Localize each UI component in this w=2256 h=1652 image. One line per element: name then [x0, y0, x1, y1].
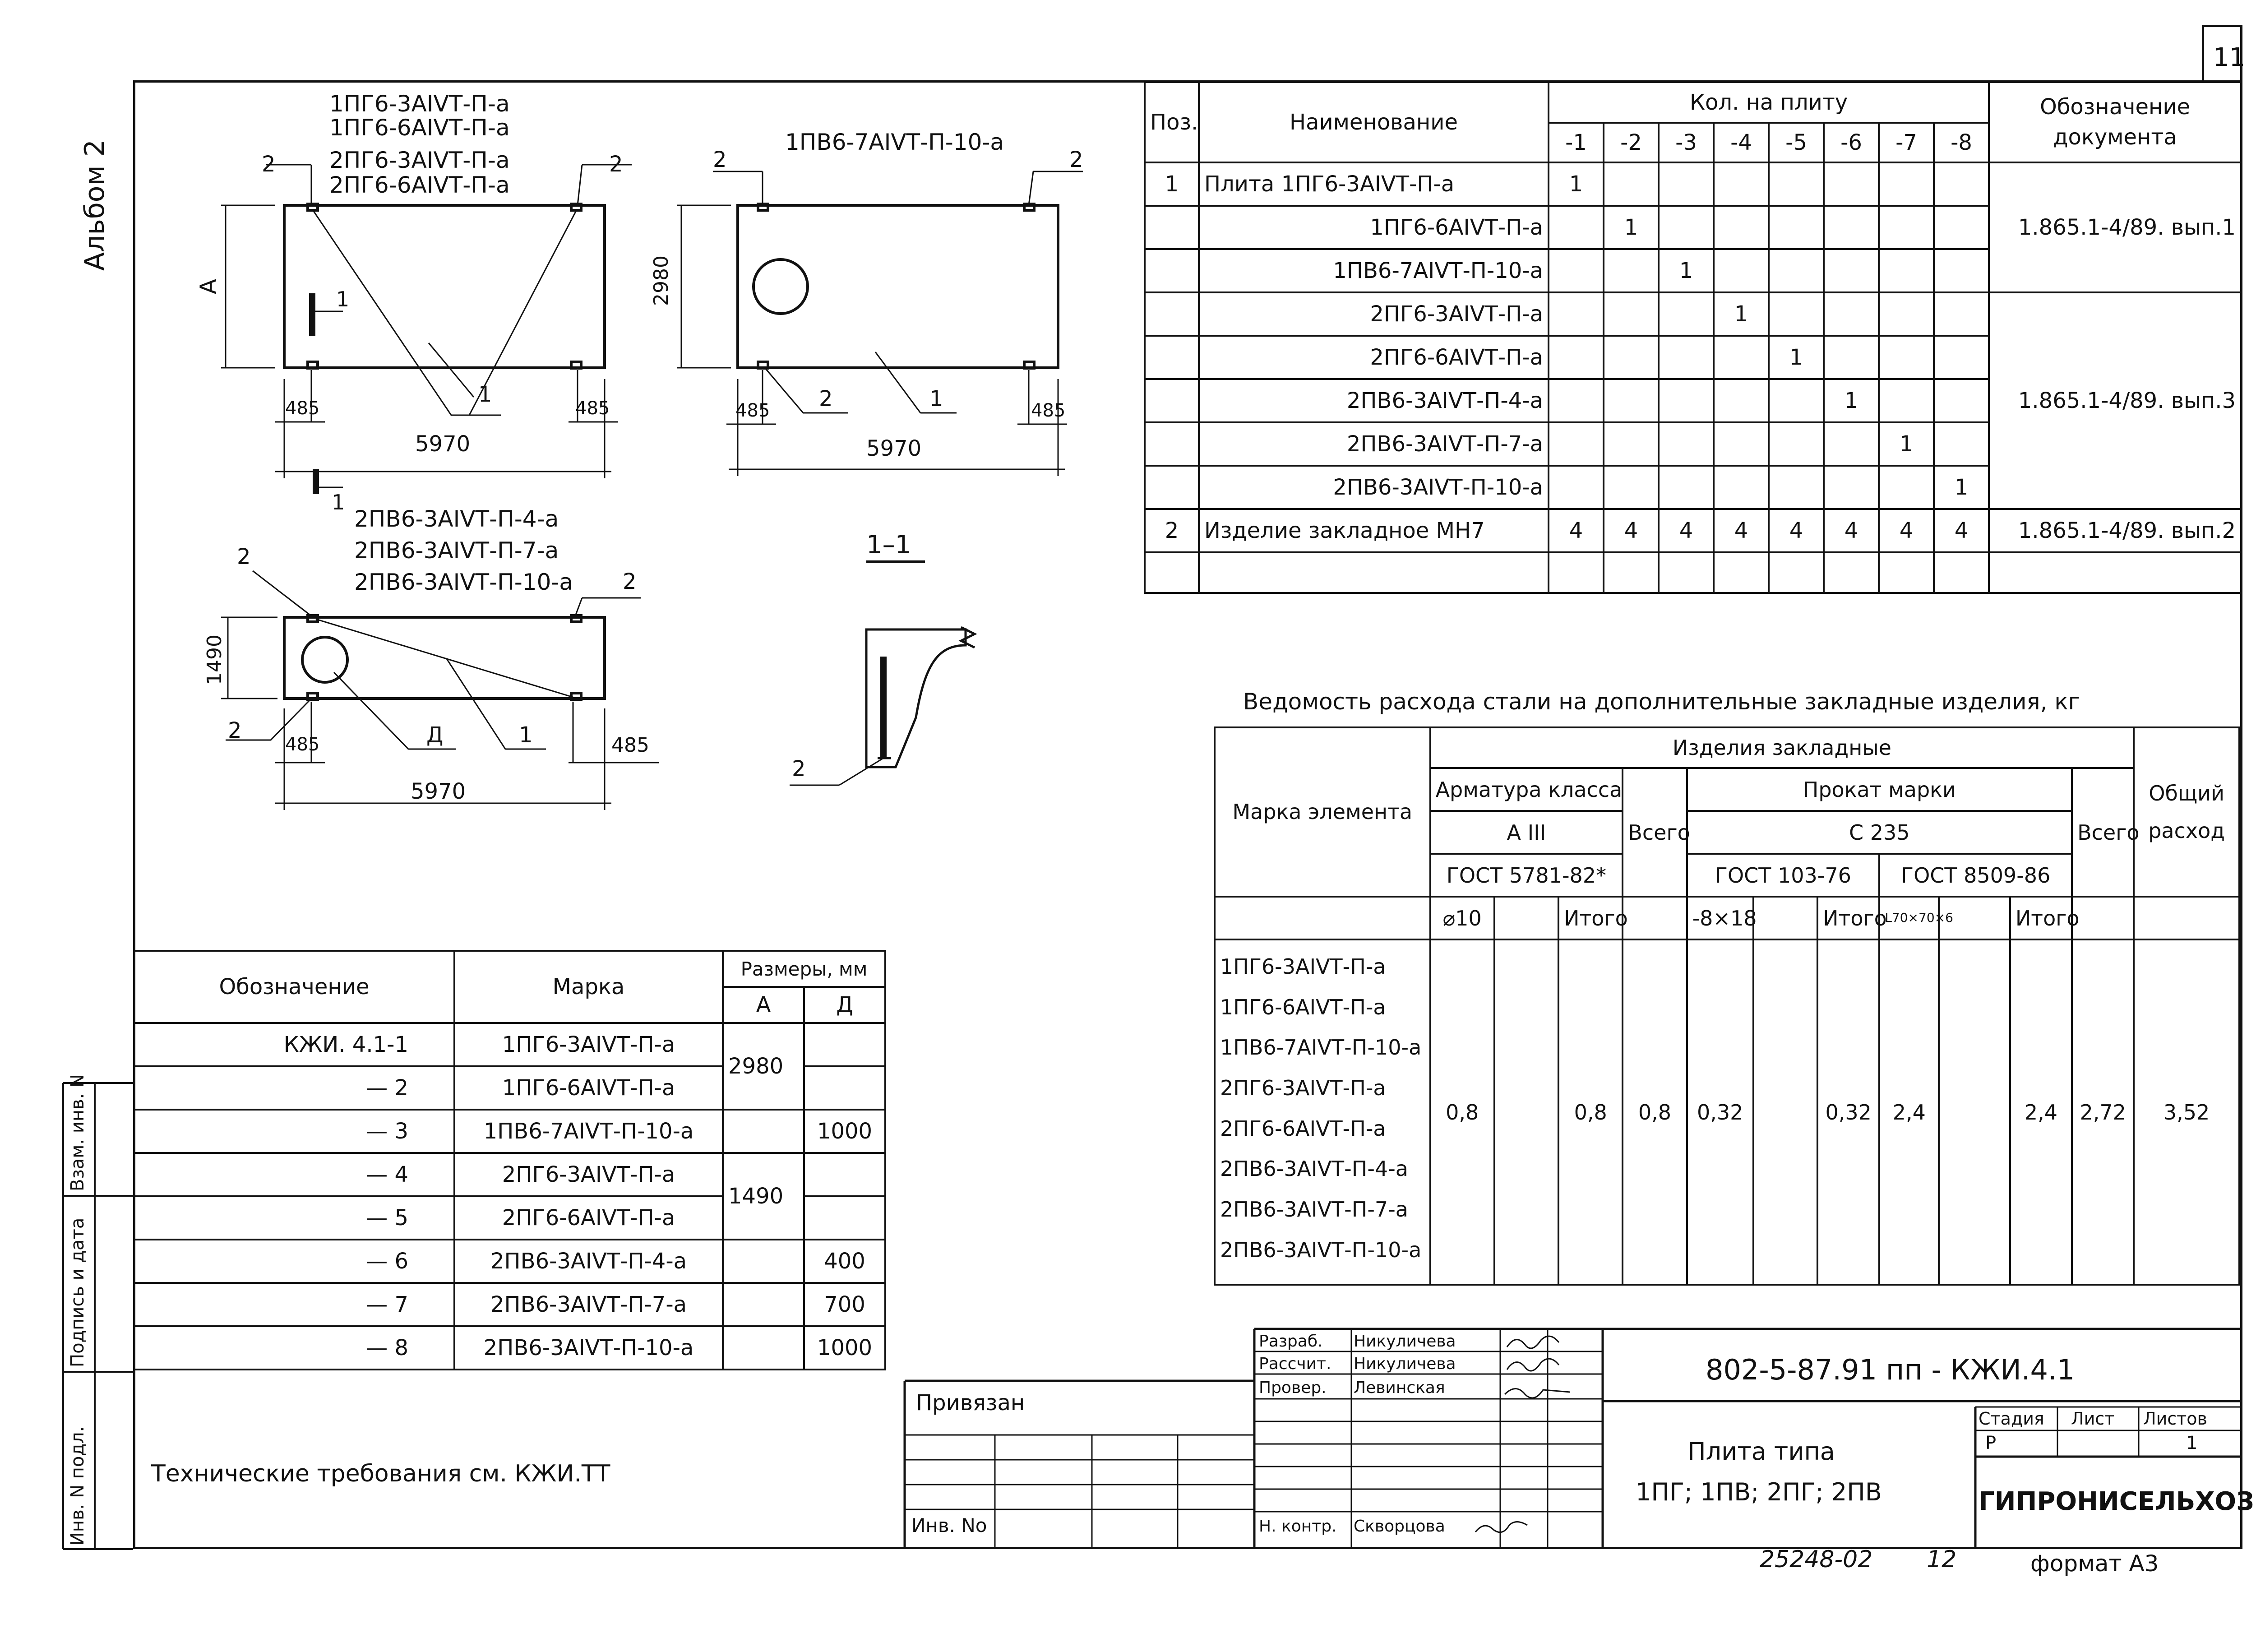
row-qty	[1714, 336, 1769, 379]
slab-drawing-3	[221, 571, 659, 810]
row-pos	[1145, 336, 1199, 379]
row-qty	[1604, 292, 1659, 336]
row-qty	[1879, 379, 1934, 422]
row-qty	[1549, 249, 1604, 292]
side-stamp-replace: Взам. инв. N	[67, 1074, 88, 1191]
row-qty: 4	[1659, 509, 1714, 552]
row-mark: 1ПВ6-7АIVТ-П-10-а	[454, 1110, 723, 1153]
row-designation: — 6	[134, 1240, 454, 1283]
header-a: А	[723, 987, 804, 1023]
dimension-label: 5970	[415, 431, 471, 457]
header-doc: Обозначение документа	[1989, 82, 2241, 162]
row-qty	[1659, 162, 1714, 206]
row-qty: 4	[1604, 509, 1659, 552]
format-label: формат А3	[2030, 1550, 2159, 1577]
row-d	[804, 1023, 885, 1066]
row-qty	[1659, 206, 1714, 249]
row-qty	[1879, 292, 1934, 336]
steel-table-title: Ведомость расхода стали на дополнительные закладные изделия, кг	[1243, 689, 2080, 715]
mark-item: 1ПВ6-7АIVТ-П-10-а	[1220, 1035, 1422, 1060]
row-qty	[1604, 466, 1659, 509]
row-qty	[1879, 466, 1934, 509]
row-qty	[1604, 379, 1659, 422]
dimension-label: 5970	[411, 779, 466, 804]
slab-drawing-2	[677, 171, 1083, 476]
position-label: 2	[713, 147, 727, 172]
qty-col-header: -8	[1934, 123, 1989, 162]
dimension-label: 485	[285, 734, 320, 755]
row-qty	[1824, 336, 1879, 379]
row-mark: 2ПВ6-3АIVТ-П-7-а	[454, 1283, 723, 1326]
role-label: Рассчит.	[1259, 1355, 1331, 1373]
section-drawing	[790, 562, 975, 785]
row-d: 400	[804, 1240, 885, 1283]
row-qty	[1934, 206, 1989, 249]
dimension-label: 1490	[203, 634, 226, 685]
dimension-label: 485	[735, 400, 770, 421]
section-mark: 1	[332, 490, 345, 514]
qty-col-header: -4	[1714, 123, 1769, 162]
row-qty	[1769, 206, 1824, 249]
steel-table	[1214, 727, 2240, 1286]
table-row	[134, 1023, 885, 1066]
header-qty: Кол. на плиту	[1549, 82, 1989, 123]
header-d: Д	[804, 987, 885, 1023]
table-row	[134, 1110, 885, 1153]
row-d: 700	[804, 1283, 885, 1326]
sheet-number: 11	[2213, 43, 2246, 72]
header-pos: Поз.	[1145, 82, 1199, 162]
row-qty	[1879, 336, 1934, 379]
row-qty	[1714, 206, 1769, 249]
row-qty	[1824, 292, 1879, 336]
row-pos	[1145, 379, 1199, 422]
row-qty: 1	[1769, 336, 1824, 379]
row-qty: 4	[1549, 509, 1604, 552]
role-name: Скворцова	[1354, 1517, 1445, 1536]
row-d	[804, 1153, 885, 1196]
dimension-label: Д	[426, 722, 444, 748]
row-qty	[1769, 379, 1824, 422]
header-name: Наименование	[1199, 82, 1549, 162]
header-angle: L70×70×6	[1879, 897, 1939, 939]
row-d	[804, 1066, 885, 1110]
row-qty: 4	[1879, 509, 1934, 552]
dimension-label: 485	[575, 398, 610, 419]
position-label: 1	[478, 382, 492, 407]
header-sizes: Размеры, мм	[723, 951, 885, 987]
row-qty: 1	[1604, 206, 1659, 249]
row-name: 2ПВ6-3АIVТ-П-4-а	[1199, 379, 1549, 422]
side-stamp-signature: Подпись и дата	[67, 1217, 88, 1367]
header-items: Изделия закладные	[1430, 727, 2134, 768]
row-qty	[1549, 466, 1604, 509]
slab-label: 2ПВ6-3АIVТ-П-10-а	[354, 569, 573, 595]
row-qty: 1	[1934, 466, 1989, 509]
row-name: 2ПГ6-6АIVТ-П-а	[1199, 336, 1549, 379]
row-mark: 2ПВ6-3АIVТ-П-10-а	[454, 1326, 723, 1370]
row-qty	[1604, 249, 1659, 292]
row-d: 1000	[804, 1110, 885, 1153]
dimension-label: 485	[285, 398, 320, 419]
row-qty: 1	[1659, 249, 1714, 292]
row-qty	[1769, 466, 1824, 509]
header-designation: Обозначение	[134, 951, 454, 1023]
row-d	[804, 1196, 885, 1240]
row-qty	[1824, 466, 1879, 509]
role-name: Никуличева	[1354, 1332, 1456, 1351]
row-qty	[1659, 292, 1714, 336]
mark-item: 2ПВ6-3АIVТ-П-10-а	[1220, 1237, 1422, 1262]
slab-label: 2ПГ6-6АIVТ-П-а	[329, 172, 510, 198]
role-name: Левинская	[1354, 1379, 1445, 1397]
row-name: 2ПГ6-3АIVТ-П-а	[1199, 292, 1549, 336]
section-title: 1–1	[866, 530, 911, 560]
row-a: 2980	[723, 1023, 804, 1110]
row-qty: 4	[1769, 509, 1824, 552]
table-row	[134, 1153, 885, 1196]
row-qty	[1934, 336, 1989, 379]
row-pos: 2	[1145, 509, 1199, 552]
position-label: 2	[792, 756, 806, 782]
row-name: Плита 1ПГ6-3АIVТ-П-а	[1199, 162, 1549, 206]
header-rebar-gost: ГОСТ 5781-82*	[1430, 854, 1623, 897]
row-qty	[1714, 379, 1769, 422]
position-label: 1	[519, 722, 533, 748]
row-qty	[1824, 422, 1879, 466]
header-overall: Общий расход	[2134, 727, 2239, 897]
row-designation: — 2	[134, 1066, 454, 1110]
header-total: Итого	[1558, 897, 1623, 939]
object-name-1: Плита типа	[1687, 1437, 1835, 1466]
privyazan-title: Привязан	[916, 1390, 1025, 1416]
header-rebar: Арматура класса	[1430, 768, 1623, 811]
table-row	[1215, 939, 2239, 1285]
row-qty	[1714, 162, 1769, 206]
row-qty	[1879, 206, 1934, 249]
slab-label: 2ПВ6-3АIVТ-П-4-а	[354, 506, 559, 532]
value-rebar-all: 0,8	[1623, 939, 1687, 1285]
header-rebar-class: А III	[1430, 811, 1623, 854]
header-mark: Марка элемента	[1215, 727, 1430, 897]
slab-label: 1ПГ6-3АIVТ-П-а	[329, 91, 510, 117]
header-mark: Марка	[454, 951, 723, 1023]
section-mark: 1	[336, 287, 350, 311]
row-designation: — 5	[134, 1196, 454, 1240]
row-qty	[1714, 249, 1769, 292]
sheets-label: Листов	[2143, 1409, 2207, 1429]
table-row	[134, 1283, 885, 1326]
header-rolled: Прокат марки	[1687, 768, 2072, 811]
row-qty	[1934, 422, 1989, 466]
row-qty: 1	[1824, 379, 1879, 422]
row-qty	[1934, 162, 1989, 206]
header-rolled-all: Всего	[2072, 768, 2134, 897]
row-qty: 4	[1714, 509, 1769, 552]
qty-col-header: -3	[1659, 123, 1714, 162]
dimension-label: 5970	[866, 436, 922, 461]
mark-item: 1ПГ6-3АIVТ-П-а	[1220, 954, 1386, 979]
table-row	[1145, 509, 2241, 552]
row-qty	[1659, 422, 1714, 466]
mark-item: 2ПВ6-3АIVТ-П-4-а	[1220, 1157, 1408, 1181]
mark-item: 2ПВ6-3АIVТ-П-7-а	[1220, 1197, 1408, 1222]
position-label: 2	[228, 718, 242, 743]
row-pos	[1145, 466, 1199, 509]
row-qty	[1879, 249, 1934, 292]
privyazan-inv: Инв. No	[911, 1514, 987, 1536]
header-plate: -8×18	[1687, 897, 1753, 939]
position-label: 2	[609, 152, 623, 177]
value-angle-total: 2,4	[2010, 939, 2072, 1285]
row-qty	[1769, 292, 1824, 336]
row-qty: 4	[1934, 509, 1989, 552]
qty-col-header: -1	[1549, 123, 1604, 162]
dimension-label: 485	[611, 734, 649, 757]
row-qty	[1604, 422, 1659, 466]
role-label: Н. контр.	[1259, 1517, 1337, 1536]
dimension-label: 485	[1031, 400, 1066, 421]
mark-item: 2ПГ6-3АIVТ-П-а	[1220, 1076, 1386, 1101]
row-name: 2ПВ6-3АIVТ-П-7-а	[1199, 422, 1549, 466]
role-label: Разраб.	[1259, 1332, 1323, 1351]
table-row	[1145, 162, 2241, 206]
value-plate-total: 0,32	[1817, 939, 1879, 1285]
sheets-value: 1	[2186, 1433, 2198, 1453]
sheet-label: Лист	[2071, 1409, 2115, 1429]
table-row	[134, 1326, 885, 1370]
tech-requirements: Технические требования см. КЖИ.ТТ	[151, 1460, 610, 1487]
row-qty	[1934, 379, 1989, 422]
document-code: 802-5-87.91 пп - КЖИ.4.1	[1706, 1353, 2075, 1386]
slab-label: 2ПГ6-3АIVТ-П-а	[329, 147, 510, 173]
row-qty	[1934, 249, 1989, 292]
row-doc: 1.865.1-4/89. вып.1	[1989, 162, 2241, 292]
row-pos: 1	[1145, 162, 1199, 206]
position-label: 2	[262, 152, 276, 177]
row-qty: 4	[1824, 509, 1879, 552]
slab-label: 1ПВ6-7АIVТ-П-10-а	[785, 129, 1004, 155]
row-mark: 1ПГ6-3АIVТ-П-а	[454, 1023, 723, 1066]
specification-table	[1144, 81, 2242, 594]
row-qty	[1769, 162, 1824, 206]
row-mark: 2ПВ6-3АIVТ-П-4-а	[454, 1240, 723, 1283]
stage-label: Стадия	[1979, 1409, 2044, 1429]
row-mark: 1ПГ6-6АIVТ-П-а	[454, 1066, 723, 1110]
organization: ГИПРОНИСЕЛЬХОЗ	[1979, 1487, 2254, 1516]
row-doc: 1.865.1-4/89. вып.2	[1989, 509, 2241, 552]
table-row	[134, 1240, 885, 1283]
row-qty	[1769, 249, 1824, 292]
position-label: 2	[237, 544, 251, 569]
row-mark: 2ПГ6-6АIVТ-П-а	[454, 1196, 723, 1240]
header-rebar-all: Всего	[1623, 768, 1687, 897]
row-designation: — 8	[134, 1326, 454, 1370]
mark-table	[133, 950, 886, 1370]
header-total: Итого	[1817, 897, 1879, 939]
row-qty: 1	[1879, 422, 1934, 466]
dimension-label: 2980	[649, 255, 673, 306]
row-mark: 2ПГ6-3АIVТ-П-а	[454, 1153, 723, 1196]
row-pos	[1145, 292, 1199, 336]
row-designation: — 3	[134, 1110, 454, 1153]
row-qty	[1659, 379, 1714, 422]
row-qty	[1659, 466, 1714, 509]
row-d: 1000	[804, 1326, 885, 1370]
position-label: 1	[929, 386, 943, 412]
qty-col-header: -2	[1604, 123, 1659, 162]
value-overall: 3,52	[2134, 939, 2239, 1285]
row-qty: 1	[1714, 292, 1769, 336]
slab-label: 2ПВ6-3АIVТ-П-7-а	[354, 537, 559, 564]
row-pos	[1145, 422, 1199, 466]
position-label: 2	[623, 569, 637, 594]
value-rolled-all: 2,72	[2072, 939, 2134, 1285]
row-pos	[1145, 206, 1199, 249]
table-row	[1145, 292, 2241, 336]
value-d10: 0,8	[1430, 939, 1494, 1285]
row-qty	[1824, 206, 1879, 249]
archive-sheet: 12	[1927, 1546, 1957, 1573]
role-name: Никуличева	[1354, 1355, 1456, 1373]
row-pos	[1145, 249, 1199, 292]
row-designation: — 4	[134, 1153, 454, 1196]
mark-item: 1ПГ6-6АIVТ-П-а	[1220, 995, 1386, 1019]
stage-value: Р	[1985, 1433, 1997, 1453]
row-qty	[1879, 162, 1934, 206]
header-total: Итого	[2010, 897, 2072, 939]
row-designation: КЖИ. 4.1-1	[134, 1023, 454, 1066]
row-qty	[1549, 206, 1604, 249]
header-gost-2: ГОСТ 8509-86	[1879, 854, 2072, 897]
position-label: 2	[819, 386, 833, 412]
row-qty	[1549, 422, 1604, 466]
row-name: 1ПВ6-7АIVТ-П-10-а	[1199, 249, 1549, 292]
row-designation: — 7	[134, 1283, 454, 1326]
header-rolled-grade: С 235	[1687, 811, 2072, 854]
archive-number: 25248-02	[1760, 1546, 1873, 1573]
qty-col-header: -5	[1769, 123, 1824, 162]
table-row-empty	[1145, 552, 2241, 593]
row-qty	[1824, 162, 1879, 206]
row-qty	[1824, 249, 1879, 292]
dimension-label: А	[195, 278, 222, 295]
row-name: 1ПГ6-6АIVТ-П-а	[1199, 206, 1549, 249]
album-label: Альбом 2	[79, 139, 111, 271]
mark-item: 2ПГ6-6АIVТ-П-а	[1220, 1116, 1386, 1141]
row-doc: 1.865.1-4/89. вып.3	[1989, 292, 2241, 509]
row-qty	[1604, 336, 1659, 379]
row-qty	[1604, 162, 1659, 206]
row-qty	[1549, 336, 1604, 379]
value-plate: 0,32	[1687, 939, 1753, 1285]
row-name: Изделие закладное МН7	[1199, 509, 1549, 552]
row-name: 2ПВ6-3АIVТ-П-10-а	[1199, 466, 1549, 509]
object-name-2: 1ПГ; 1ПВ; 2ПГ; 2ПВ	[1636, 1478, 1882, 1506]
value-angle: 2,4	[1879, 939, 1939, 1285]
row-qty	[1659, 336, 1714, 379]
row-qty	[1934, 292, 1989, 336]
row-qty	[1549, 379, 1604, 422]
row-qty	[1769, 422, 1824, 466]
qty-col-header: -7	[1879, 123, 1934, 162]
side-stamp-inventory: Инв. N подл.	[67, 1426, 88, 1546]
qty-col-header: -6	[1824, 123, 1879, 162]
row-qty	[1714, 422, 1769, 466]
value-rebar-total: 0,8	[1558, 939, 1623, 1285]
row-qty: 1	[1549, 162, 1604, 206]
position-label: 2	[1069, 147, 1083, 172]
row-qty	[1549, 292, 1604, 336]
header-d10: ⌀10	[1430, 897, 1494, 939]
row-a: 1490	[723, 1153, 804, 1240]
role-label: Провер.	[1259, 1379, 1327, 1397]
slab-label: 1ПГ6-6АIVТ-П-а	[329, 115, 510, 141]
header-gost-1: ГОСТ 103-76	[1687, 854, 1880, 897]
row-qty	[1714, 466, 1769, 509]
